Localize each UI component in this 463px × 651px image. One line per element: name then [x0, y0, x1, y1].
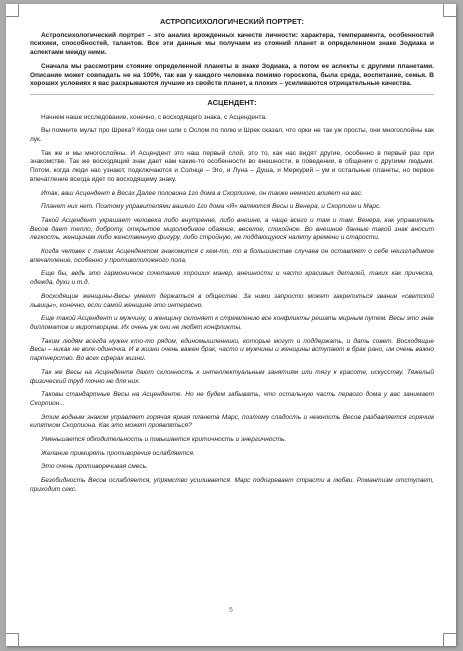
document-page [6, 4, 456, 646]
body-paragraph-7: Когда человек с таким Асцендентом знакомится с кем-то, то в большинстве случаев он оставляет о себе неизгладимое впечатление, особенно у противоположного пола. [30, 248, 434, 264]
document-title: АСТРОПСИХОЛОГИЧЕСКИЙ ПОРТРЕТ: [160, 17, 304, 26]
page-content[interactable] [30, 16, 434, 500]
body-paragraph-9: Восходящие женщины-Весы умеют держаться в обществе. За ними запросто может закрепиться звание «светской львицы», конечно, если самой женщине это интересно. [30, 292, 434, 309]
body-paragraph-2: Вы помните мульт про Шрека? Когда они шли с Ослом по полю и Шрек сказал, что орки не так уж просты, они многослойны как лук. [30, 127, 434, 144]
body-paragraph-4: Итак, ваш Асцендент в Весах Далее половина 1го дома в Скорпионе, он также немного влияет на вас. [41, 189, 363, 197]
divider [30, 94, 434, 95]
body-paragraph-1: Начнем наше исследование, конечно, с восходящего знака, с Асцендента. [41, 113, 267, 121]
intro-paragraph-2: Сначала мы рассмотрим стояние определенной планеты в знаке Зодиака, а потом ее аспекты с другими планетами. Описание может совпадать не на 100%, так как у каждого человека помимо гороскопа, была среда, воспитание, семья. В хороших условиях я вас раскрываются лучшие из свойств планет, а плохих – усиливаются отрицательные качества. [30, 62, 434, 88]
section-title-ascendant: АСЦЕНДЕНТ: [207, 97, 257, 107]
body-paragraph-11: Таким людям всегда нужен кто-то рядом, единомышленники, которые могут и поддержать, и дать совет. Восходящие Весы – никак не волк-одиночка. И в жизни очень важен брак, часто и мужчины и женщины вступают в брак рано, им очень важно партнерство. Во всех сферах жизни. [30, 337, 434, 363]
crop-mark-top-right [443, 4, 456, 17]
body-paragraph-17: Это очень противоречивая смесь. [41, 463, 148, 471]
crop-mark-top-left [6, 4, 19, 17]
body-paragraph-12: Так же Весы на Асценденте дают склонность к интеллектуальным занятиям или тягу к красоте, искусству. Тяжелый физический труд точно не для них. [30, 368, 434, 385]
body-paragraph-5: Планет них нет. Поэтому управителями вашего 1го дома «Я» являются Весы и Венера, и Скорпион и Марс. [41, 203, 381, 211]
body-paragraph-14: Этим водным знаком управляет горячая яркая планета Марс, поэтому сладость и нежность Весов разбавляется горячим кипятком Скорпиона. Как это может проявляться? [30, 413, 434, 430]
body-paragraph-10: Еще такой Асцендент и мужчину, и женщину склоняет к стремлению все конфликты решать мирным путем. Весы это знак дипломатов и миротворцев. Их очень уж они не любят конфликты. [30, 315, 434, 331]
body-paragraph-6: Такой Асцендент украшает человека либо внутренне, либо внешне, а чаще всего и там и там. Венера, как управитель Весов дает тепло, доброту, открытое миролюбивое обаяние, веселое, спокойное. Во внешние данные такой знак вносит легкость, женщинам либо женственную фигуру, либо стройную, не поддающуюся налету времени и старости. [30, 216, 434, 242]
intro-paragraph-1: Астропсихологический портрет – это анализ врожденных качеств личности: характера, темперамента, особенностей психики, способностей, талантов. Все эти данные мы получаем из стояний планет в определенном знаке Зодиака и аспектами между ними. [30, 31, 434, 57]
body-paragraph-13: Таковы стандартные Весы на Асценденте. Но не будем забывать, что остальную часть первого дома у вас занимает Скорпион... [30, 391, 434, 407]
body-paragraph-16: Желание примирять противоречия ослабляется. [41, 449, 195, 457]
body-paragraph-15: Уменьшается обходительность и повышается критичность и энергичность. [41, 436, 287, 444]
body-paragraph-18: Безобидность Весов ослабляется, упрямство усиливается. Марс подогревает страсти в любви. Романтизм отступает, приходит секс. [30, 477, 434, 493]
body-paragraph-8: Еще бы, ведь это гармоничное сочетание хороших манер, внешности и часто красивых деталей, таких как прическа, одежда, духи и т.д. [30, 270, 434, 287]
crop-mark-bottom-left [6, 633, 19, 646]
crop-mark-bottom-right [443, 633, 456, 646]
page-number: 5 [229, 607, 233, 614]
body-paragraph-3: Так же и мы многослойны. И Асцендент это наш первый слой, это то, как нас видят другие, особенно в первый раз при знакомстве. Так же восходящий знак дает нам какие-то особенности во внешности, в поведении, в общении с другими людьми. Потом, когда люди нас узнают, подключаются и Солнце – Эго, и Луна – Душа, и Меркурий – ум и остальные планеты, но первое впечатление всегда идет по восходящему знаку. [30, 149, 434, 183]
